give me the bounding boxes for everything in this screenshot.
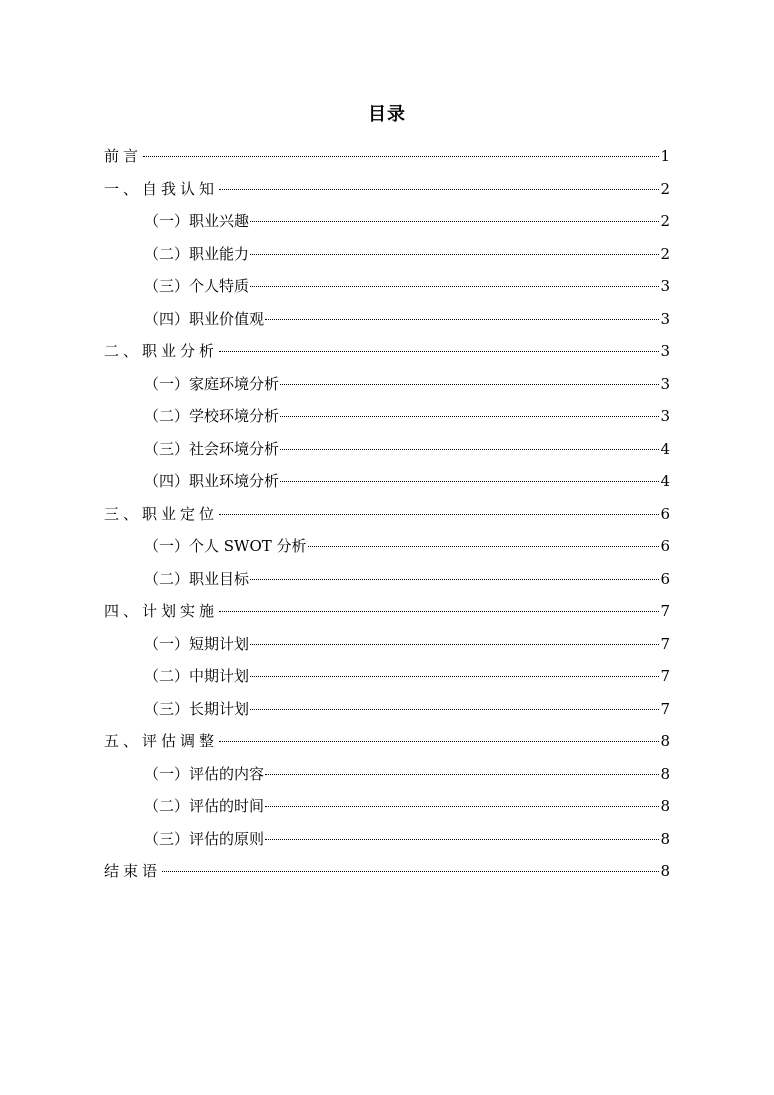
toc-page-number: 2 xyxy=(660,244,670,263)
dot-leader xyxy=(280,481,659,482)
dot-leader xyxy=(265,774,659,775)
dot-leader xyxy=(280,416,659,417)
dot-leader xyxy=(265,806,659,807)
dot-leader xyxy=(250,676,659,677)
toc-page-number: 2 xyxy=(660,212,670,230)
toc-entry[interactable] xyxy=(104,855,670,888)
toc-entry-label: 前言 xyxy=(104,147,143,165)
dot-leader xyxy=(250,286,659,287)
toc-page-number: 3 xyxy=(660,407,670,425)
toc-entry-label: （一）职业兴趣 xyxy=(144,212,250,230)
toc-page-number: 7 xyxy=(660,699,670,718)
toc-entry[interactable] xyxy=(104,823,670,856)
toc-page-number: 6 xyxy=(660,504,670,523)
toc-page-number: 7 xyxy=(660,667,670,685)
dot-leader xyxy=(265,839,659,840)
dot-leader xyxy=(265,319,659,320)
toc-entry[interactable] xyxy=(104,530,670,563)
toc-page-number: 8 xyxy=(660,732,670,750)
toc-entry[interactable] xyxy=(104,205,670,238)
toc-entry-label: （一）短期计划 xyxy=(144,634,250,653)
dot-leader xyxy=(250,221,659,222)
dot-leader xyxy=(143,156,659,157)
toc-entry-label: （二）职业目标 xyxy=(144,569,250,588)
dot-leader xyxy=(219,189,659,190)
toc-page-number: 4 xyxy=(660,439,670,458)
toc-page-number: 2 xyxy=(660,179,670,198)
dot-leader xyxy=(219,514,659,515)
toc-entry[interactable] xyxy=(104,270,670,303)
toc-entry[interactable] xyxy=(104,498,670,531)
toc-page-number: 8 xyxy=(660,862,670,880)
toc-entry-label: 四、计划实施 xyxy=(104,602,219,620)
dot-leader xyxy=(250,254,659,255)
toc-entry-label: （二）中期计划 xyxy=(144,667,250,685)
toc-page-number: 3 xyxy=(660,309,670,328)
toc-page-number: 6 xyxy=(660,537,670,555)
dot-leader xyxy=(308,546,660,547)
toc-page-number: 4 xyxy=(660,472,670,490)
toc-entry-label: 一、自我认知 xyxy=(104,179,219,198)
toc-entry[interactable] xyxy=(104,628,670,661)
dot-leader xyxy=(162,871,659,872)
toc-entry-label: （一）评估的内容 xyxy=(144,764,265,783)
table-of-contents xyxy=(104,140,670,888)
dot-leader xyxy=(280,449,659,450)
toc-page-number: 3 xyxy=(660,342,670,360)
dot-leader xyxy=(219,611,659,612)
toc-entry-label: 结束语 xyxy=(104,862,162,880)
toc-entry[interactable] xyxy=(104,725,670,758)
toc-entry-label: 五、评估调整 xyxy=(104,732,219,750)
toc-entry-label: （四）职业环境分析 xyxy=(144,472,280,490)
toc-page-number: 8 xyxy=(660,797,670,815)
toc-entry[interactable] xyxy=(104,238,670,271)
dot-leader xyxy=(219,351,659,352)
dot-leader xyxy=(250,644,659,645)
toc-entry[interactable] xyxy=(104,790,670,823)
toc-entry[interactable] xyxy=(104,303,670,336)
dot-leader xyxy=(219,741,659,742)
toc-entry[interactable] xyxy=(104,400,670,433)
toc-page-number: 3 xyxy=(660,277,670,295)
toc-entry[interactable] xyxy=(104,465,670,498)
toc-page-number: 3 xyxy=(660,374,670,393)
toc-entry-label: （三）社会环境分析 xyxy=(144,439,280,458)
dot-leader xyxy=(280,384,659,385)
toc-entry[interactable] xyxy=(104,433,670,466)
toc-entry-label: （一）家庭环境分析 xyxy=(144,374,280,393)
toc-entry[interactable] xyxy=(104,758,670,791)
toc-entry[interactable] xyxy=(104,595,670,628)
toc-entry-label: 三、职业定位 xyxy=(104,504,219,523)
toc-entry[interactable] xyxy=(104,335,670,368)
toc-page-number: 7 xyxy=(660,634,670,653)
toc-entry[interactable] xyxy=(104,140,670,173)
toc-entry-label: （三）评估的原则 xyxy=(144,829,265,848)
toc-page-number: 1 xyxy=(660,147,670,165)
toc-entry-label: 二、职业分析 xyxy=(104,342,219,360)
toc-entry[interactable] xyxy=(104,563,670,596)
toc-entry-label: （一）个人 SWOT 分析 xyxy=(144,537,307,555)
toc-title: 目录 xyxy=(368,104,406,125)
toc-entry-label: （三）长期计划 xyxy=(144,699,250,718)
toc-entry[interactable] xyxy=(104,368,670,401)
toc-page-number: 8 xyxy=(660,764,670,783)
toc-entry-label: （四）职业价值观 xyxy=(144,309,265,328)
toc-page-number: 8 xyxy=(660,829,670,848)
toc-entry[interactable] xyxy=(104,660,670,693)
dot-leader xyxy=(250,579,659,580)
toc-entry-label: （二）评估的时间 xyxy=(144,797,265,815)
toc-entry-label: （二）学校环境分析 xyxy=(144,407,280,425)
toc-entry[interactable] xyxy=(104,693,670,726)
toc-entry-label: （二）职业能力 xyxy=(144,244,250,263)
toc-entry-label: （三）个人特质 xyxy=(144,277,250,295)
toc-entry[interactable] xyxy=(104,173,670,206)
toc-page-number: 6 xyxy=(660,569,670,588)
dot-leader xyxy=(250,709,659,710)
toc-page-number: 7 xyxy=(660,602,670,620)
